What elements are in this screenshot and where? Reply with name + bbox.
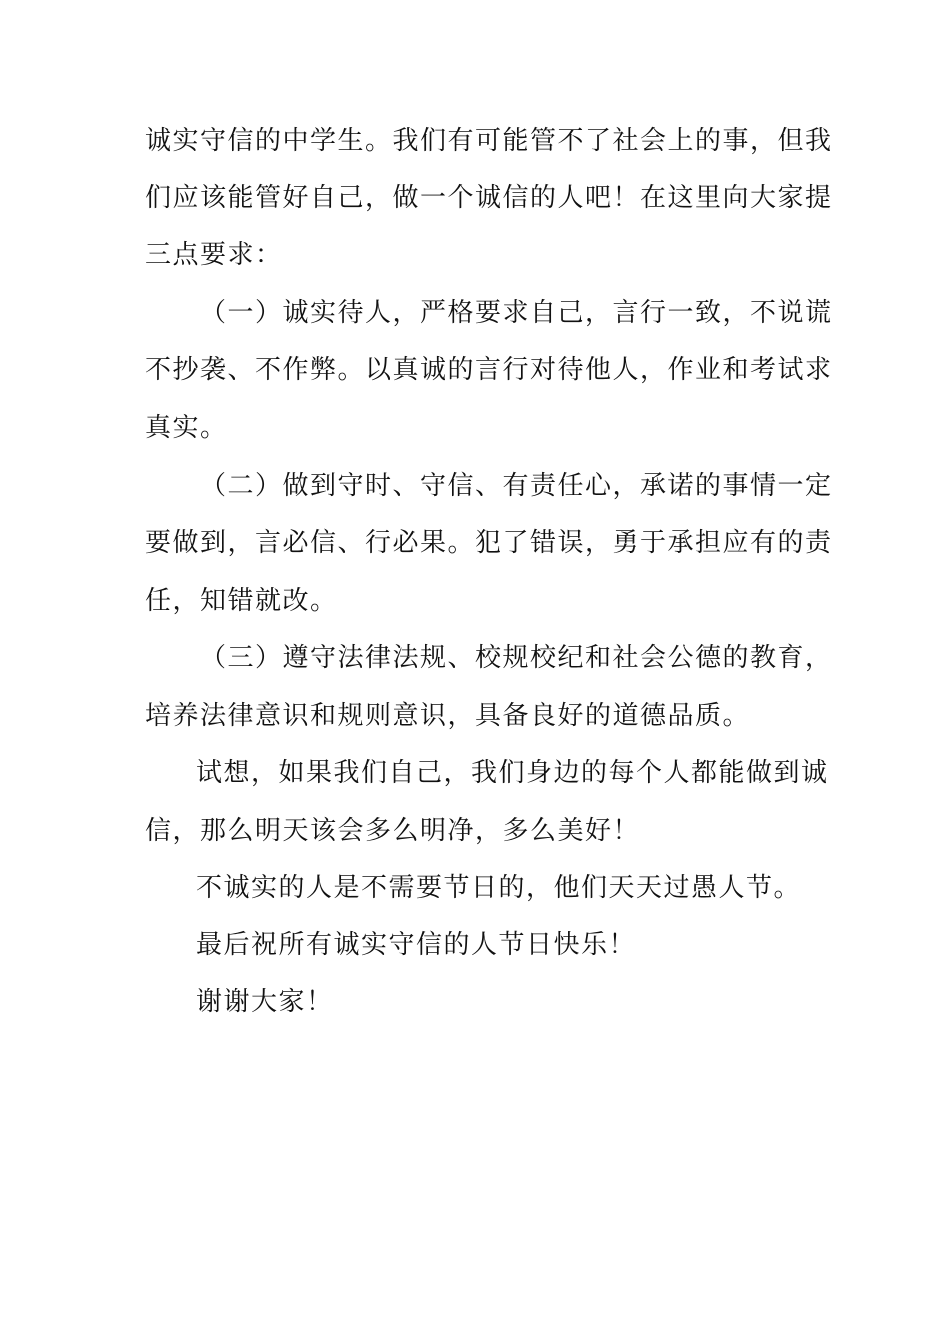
- text-line: 不诚实的人是不需要节日的，他们天天过愚人节。: [196, 873, 802, 903]
- text-line: 不抄袭、不作弊。以真诚的言行对待他人，作业和考试求: [145, 355, 833, 385]
- text-line: 要做到，言必信、行必果。犯了错误，勇于承担应有的责: [145, 528, 833, 558]
- text-line: 们应该能管好自己，做一个诚信的人吧！在这里向大家提: [145, 183, 833, 213]
- text-line: 谢谢大家！: [196, 987, 334, 1017]
- text-line: （三）遵守法律法规、校规校纪和社会公德的教育，: [200, 643, 833, 673]
- text-line: 信，那么明天该会多么明净，多么美好！: [145, 816, 641, 846]
- text-line: （一）诚实待人，严格要求自己，言行一致，不说谎: [200, 298, 833, 328]
- text-line: 三点要求：: [145, 240, 283, 270]
- text-line: 真实。: [145, 413, 228, 443]
- text-line: 任，知错就改。: [145, 586, 338, 616]
- text-line: 培养法律意识和规则意识，具备良好的道德品质。: [145, 701, 751, 731]
- text-line: 最后祝所有诚实守信的人节日快乐！: [196, 930, 637, 960]
- text-line: （二）做到守时、守信、有责任心，承诺的事情一定: [200, 471, 833, 501]
- text-line: 试想，如果我们自己，我们身边的每个人都能做到诚: [196, 758, 829, 788]
- text-line: 诚实守信的中学生。我们有可能管不了社会上的事，但我: [145, 126, 833, 156]
